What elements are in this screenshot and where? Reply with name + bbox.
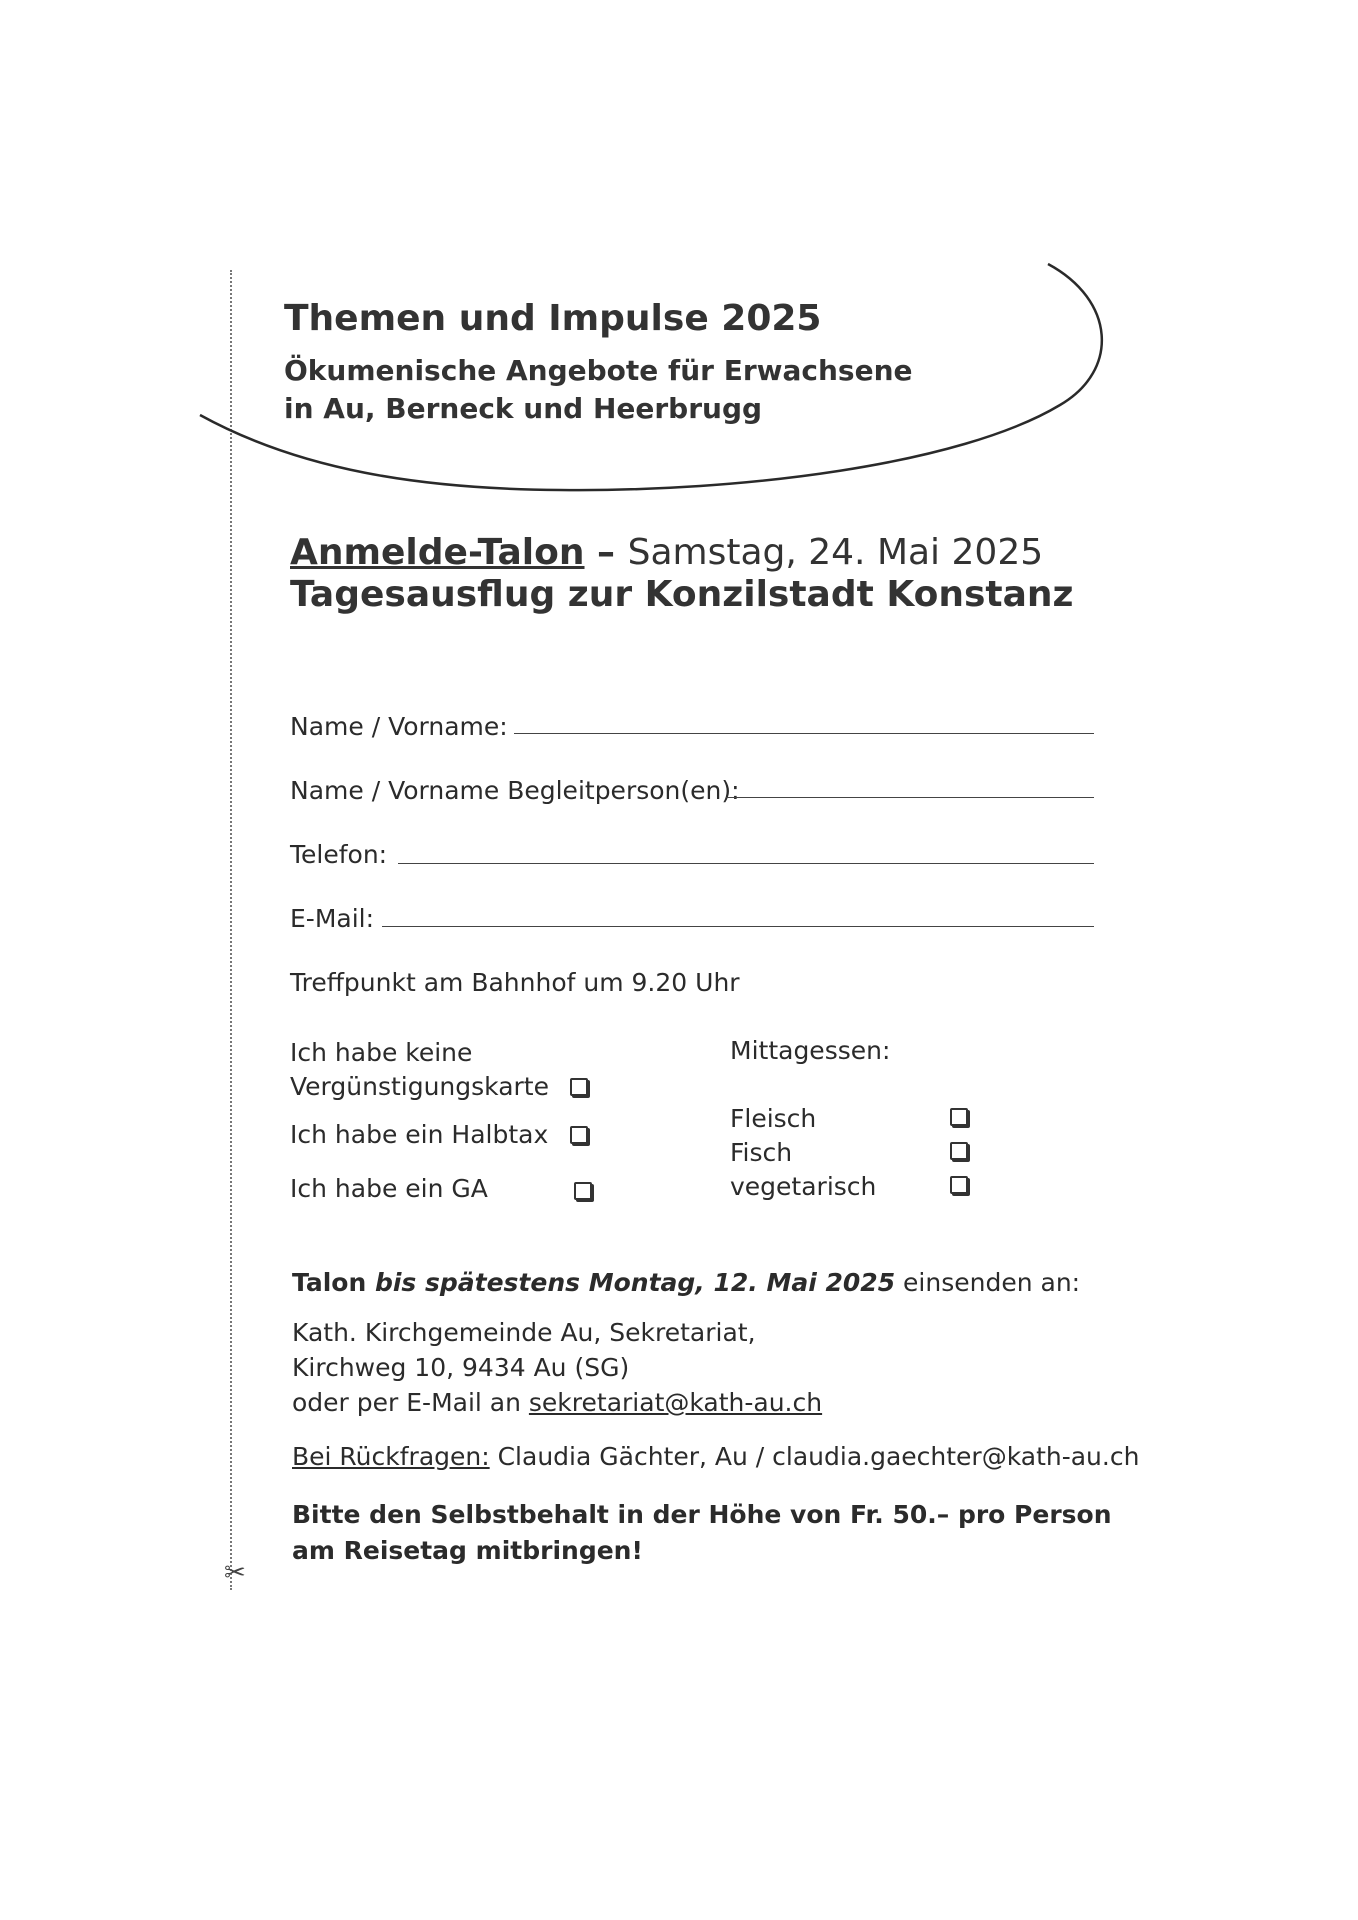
header-swoosh <box>0 0 1358 560</box>
lunch-title: Mittagessen: <box>730 1036 891 1065</box>
option-no-card-label: Vergünstigungskarte <box>290 1072 549 1101</box>
subtitle-line: Ökumenische Angebote für Erwachsene <box>284 354 913 387</box>
contact-line <box>292 1442 1139 1471</box>
option-halbtax-label: Ich habe ein Halbtax <box>290 1120 549 1149</box>
address-email-line <box>292 1388 822 1417</box>
subtitle-line: in Au, Berneck und Heerbrugg <box>284 392 763 425</box>
address-line: Kath. Kirchgemeinde Au, Sekretariat, <box>292 1318 756 1347</box>
ga-checkbox[interactable] <box>574 1182 592 1200</box>
document-subtitle <box>284 352 913 428</box>
payment-note: Bitte den Selbstbehalt in der Höhe von Fr. 50.– pro Person <box>292 1500 1112 1529</box>
meeting-point: Treffpunkt am Bahnhof um 9.20 Uhr <box>290 968 740 997</box>
meat-checkbox[interactable] <box>950 1108 968 1126</box>
email-field[interactable] <box>382 926 1094 927</box>
registration-heading <box>290 532 1043 573</box>
deadline-line <box>292 1268 1080 1297</box>
lunch-fish-label: Fisch <box>730 1138 793 1167</box>
secretariat-email-link[interactable]: sekretariat@kath-au.ch <box>528 1388 823 1417</box>
payment-note: am Reisetag mitbringen! <box>292 1536 643 1565</box>
no-card-checkbox[interactable] <box>570 1078 588 1096</box>
contact-label: Bei Rückfragen: <box>292 1442 490 1471</box>
vegetarian-checkbox[interactable] <box>950 1176 968 1194</box>
lunch-meat-label: Fleisch <box>730 1104 817 1133</box>
name-label: Name / Vorname: <box>290 712 508 741</box>
name-field[interactable] <box>514 733 1094 734</box>
lunch-vegetarian-label: vegetarisch <box>730 1172 877 1201</box>
halbtax-checkbox[interactable] <box>570 1126 588 1144</box>
companions-label: Name / Vorname Begleitperson(en): <box>290 776 740 805</box>
event-date: Samstag, 24. Mai 2025 <box>627 532 1044 573</box>
fish-checkbox[interactable] <box>950 1142 968 1160</box>
talon-label: Anmelde-Talon <box>290 532 585 573</box>
address-line: Kirchweg 10, 9434 Au (SG) <box>292 1353 630 1382</box>
phone-field[interactable] <box>398 863 1094 864</box>
deadline-suffix: einsenden an: <box>895 1268 1081 1297</box>
email-prefix: oder per E-Mail an <box>292 1388 529 1417</box>
contact-text: Claudia Gächter, Au / claudia.gaechter@kath-au.ch <box>489 1442 1140 1471</box>
document-title: Themen und Impulse 2025 <box>284 298 822 339</box>
heading-dash: – <box>584 532 628 573</box>
companions-field[interactable] <box>726 797 1094 798</box>
option-no-card-label: Ich habe keine <box>290 1038 473 1067</box>
deadline-date: bis spätestens Montag, 12. Mai 2025 <box>374 1268 896 1297</box>
scissors-icon: ✂ <box>224 1558 246 1588</box>
event-title: Tagesausflug zur Konzilstadt Konstanz <box>290 574 1074 615</box>
email-label: E-Mail: <box>290 904 375 933</box>
option-ga-label: Ich habe ein GA <box>290 1174 488 1203</box>
phone-label: Telefon: <box>290 840 388 869</box>
deadline-prefix: Talon <box>292 1268 375 1297</box>
